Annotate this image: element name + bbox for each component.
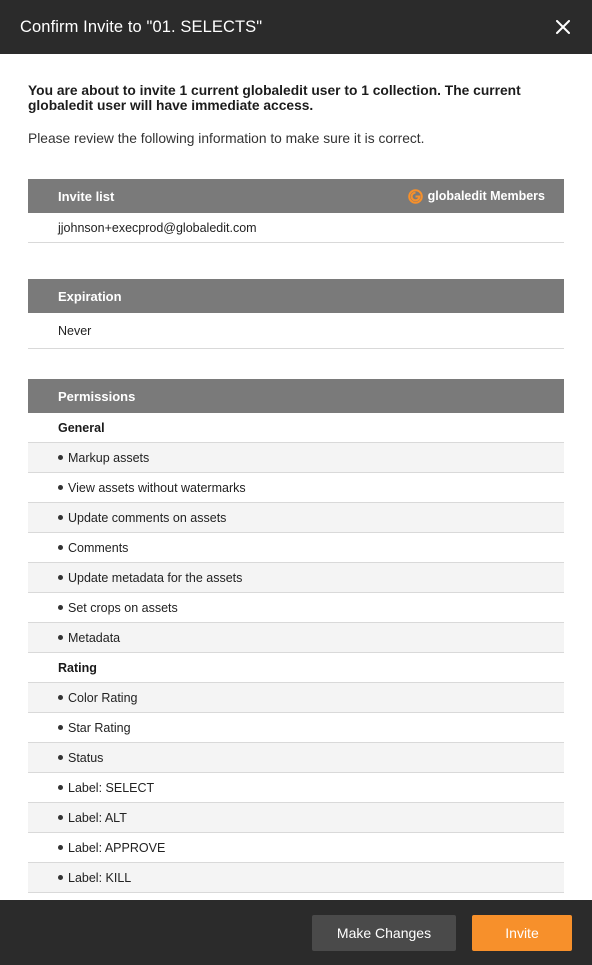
permission-label: Color Rating (68, 690, 138, 705)
permission-label: Metadata (68, 630, 121, 645)
bullet-icon (58, 695, 63, 700)
globaledit-logo-icon (408, 189, 423, 204)
permission-label: Update metadata for the assets (68, 570, 243, 585)
permission-label: Update comments on assets (68, 510, 227, 525)
permission-item (28, 473, 564, 503)
permission-group-rating (28, 653, 564, 683)
invite-email-row (28, 213, 564, 243)
permission-item (28, 863, 564, 893)
permission-item (28, 503, 564, 533)
invite-list-header (28, 179, 564, 213)
permission-item (28, 803, 564, 833)
permission-item (28, 623, 564, 653)
permission-item (28, 593, 564, 623)
dialog-header (0, 0, 592, 54)
permission-item (28, 713, 564, 743)
invite-button[interactable]: Invite (472, 915, 572, 951)
bullet-icon (58, 875, 63, 880)
expiration-row (28, 313, 564, 349)
permission-item (28, 683, 564, 713)
bullet-icon (58, 785, 63, 790)
make-changes-button[interactable]: Make Changes (312, 915, 456, 951)
dialog-body (28, 54, 564, 900)
permission-label: Label: ALT (68, 810, 127, 825)
invite-summary: You are about to invite 1 current globaledit user to 1 collection. The current globaledit user will have immediate access. (28, 83, 521, 113)
bullet-icon (58, 725, 63, 730)
permission-item (28, 443, 564, 473)
expiration-value: Never (58, 323, 92, 338)
permission-label: Comments (68, 540, 129, 555)
dialog-footer (0, 900, 592, 965)
permission-group-general (28, 413, 564, 443)
expiration-section (28, 279, 564, 349)
permission-label: Label: APPROVE (68, 840, 166, 855)
expiration-title: Expiration (58, 288, 122, 304)
permissions-header (28, 379, 564, 413)
permission-label: Label: SELECT (68, 780, 155, 795)
group-label: General (58, 420, 105, 435)
members-tag (408, 189, 545, 204)
bullet-icon (58, 845, 63, 850)
close-button[interactable] (550, 14, 576, 40)
bullet-icon (58, 815, 63, 820)
permission-item (28, 773, 564, 803)
permission-item (28, 533, 564, 563)
permission-label: Set crops on assets (68, 600, 178, 615)
permission-label: View assets without watermarks (68, 480, 246, 495)
permission-label: Star Rating (68, 720, 131, 735)
invite-list-section (28, 179, 564, 243)
bullet-icon (58, 755, 63, 760)
permission-item (28, 833, 564, 863)
bullet-icon (58, 485, 63, 490)
permission-label: Label: KILL (68, 870, 132, 885)
members-label: globaledit Members (427, 189, 545, 203)
permission-label: Markup assets (68, 450, 150, 465)
dialog-title: Confirm Invite to "01. SELECTS" (20, 17, 263, 36)
bullet-icon (58, 515, 63, 520)
close-icon (556, 20, 570, 34)
bullet-icon (58, 575, 63, 580)
bullet-icon (58, 605, 63, 610)
group-label: Rating (58, 660, 97, 675)
bullet-icon (58, 455, 63, 460)
invite-email: jjohnson+execprod@globaledit.com (58, 220, 257, 235)
permission-label: Status (68, 750, 104, 765)
bullet-icon (58, 635, 63, 640)
permission-item (28, 743, 564, 773)
permission-item (28, 563, 564, 593)
bullet-icon (58, 545, 63, 550)
expiration-header (28, 279, 564, 313)
review-note: Please review the following information to make sure it is correct. (28, 131, 425, 146)
invite-list-title: Invite list (58, 188, 115, 204)
permissions-title: Permissions (58, 388, 136, 404)
permissions-section (28, 379, 564, 893)
